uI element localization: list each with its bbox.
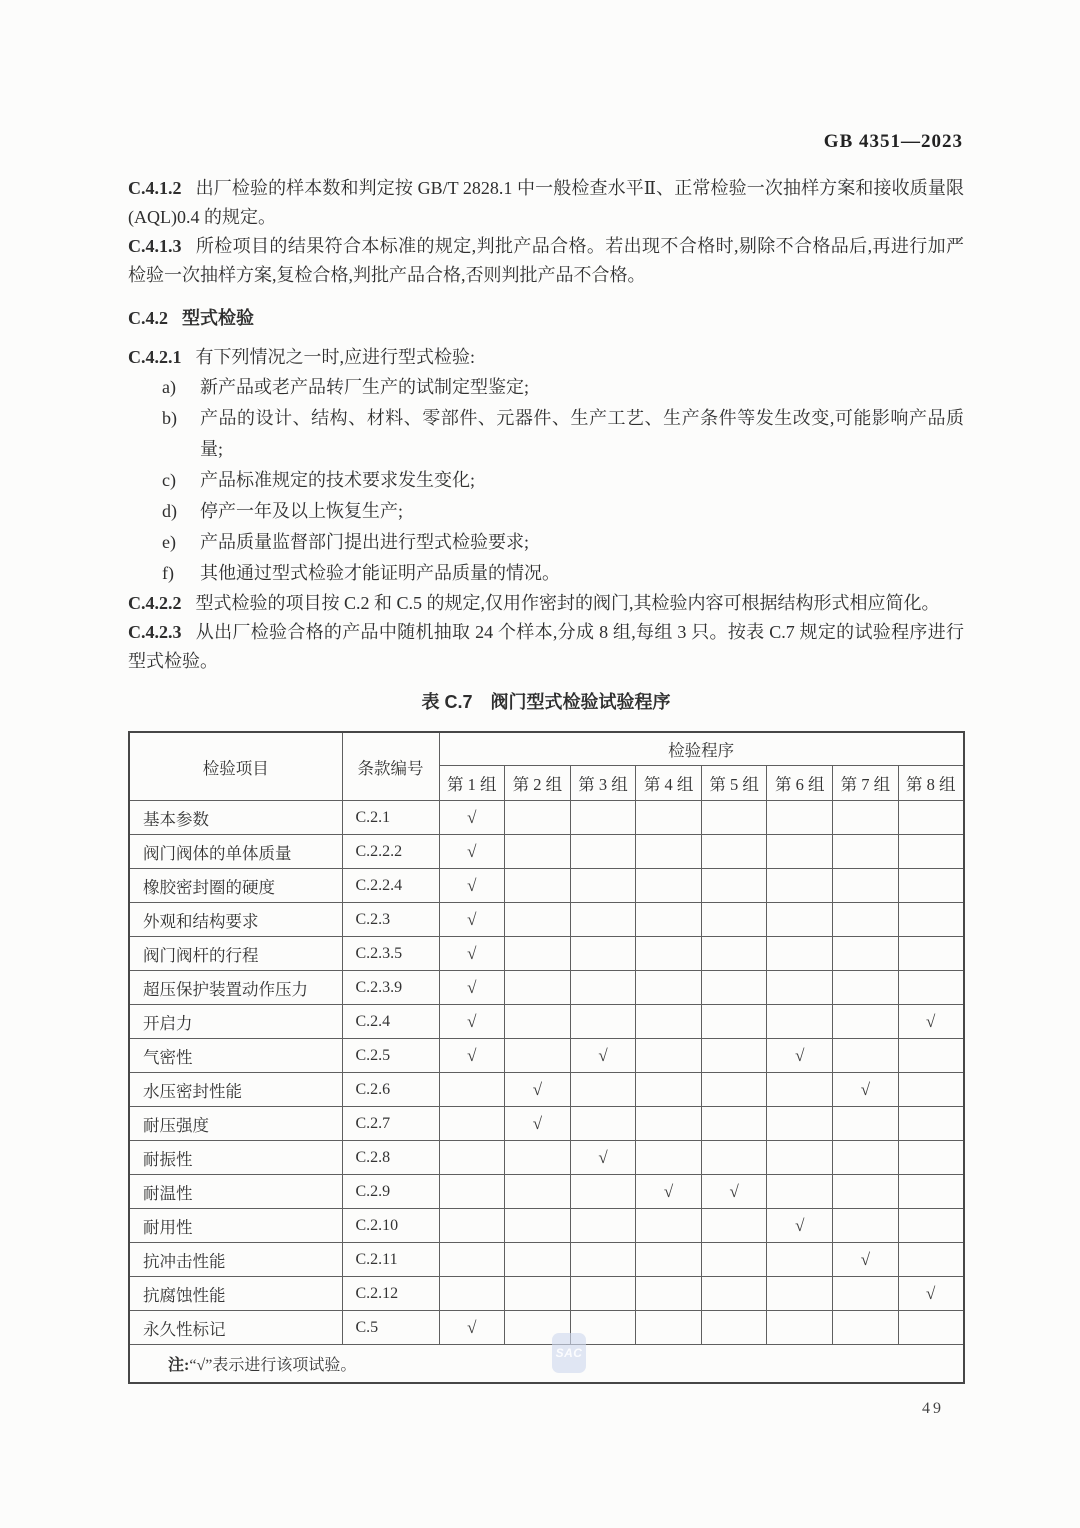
note-text: “√”表示进行该项试验。 (189, 1357, 357, 1374)
clause-number-cell: C.2.11 (342, 1243, 439, 1277)
test-item-cell: 抗冲击性能 (129, 1243, 342, 1277)
empty-cell (833, 971, 899, 1005)
list-item-label: d) (162, 501, 177, 521)
empty-cell (701, 937, 767, 971)
clause-number-cell: C.2.4 (342, 1005, 439, 1039)
list-item-text: 新产品或老产品转厂生产的试制定型鉴定; (200, 377, 529, 397)
table-row (129, 801, 964, 835)
empty-cell (701, 1107, 767, 1141)
table-row (129, 1277, 964, 1311)
empty-cell (636, 1277, 702, 1311)
empty-cell (570, 903, 636, 937)
clause-number: C.4.2.1 (128, 347, 182, 367)
clause-number: C.4.2 (128, 308, 168, 328)
empty-cell (570, 1005, 636, 1039)
empty-cell (636, 937, 702, 971)
clause-c4-1-3 (128, 232, 964, 290)
empty-cell (701, 1005, 767, 1039)
clause-number-cell: C.2.1 (342, 801, 439, 835)
clause-text: 出厂检验的样本数和判定按 GB/T 2828.1 中一般检查水平Ⅱ、正常检验一次抽样方案和接收质量限(AQL)0.4 的规定。 (128, 178, 964, 227)
table-row (129, 1039, 964, 1073)
clause-number-cell: C.2.3 (342, 903, 439, 937)
test-item-cell: 耐振性 (129, 1141, 342, 1175)
empty-cell (767, 971, 833, 1005)
empty-cell (505, 1209, 571, 1243)
empty-cell (767, 1311, 833, 1345)
test-item-cell: 耐压强度 (129, 1107, 342, 1141)
checkmark-cell: √ (439, 869, 505, 903)
checkmark-cell: √ (439, 971, 505, 1005)
table-row (129, 971, 964, 1005)
table-row (129, 835, 964, 869)
empty-cell (767, 1141, 833, 1175)
empty-cell (505, 869, 571, 903)
clause-text: 型式检验的项目按 C.2 和 C.5 的规定,仅用作密封的阀门,其检验内容可根据结构形式相应简化。 (195, 593, 940, 613)
empty-cell (833, 835, 899, 869)
empty-cell (570, 869, 636, 903)
checkmark-cell: √ (439, 1039, 505, 1073)
empty-cell (570, 1107, 636, 1141)
empty-cell (439, 1107, 505, 1141)
empty-cell (898, 1073, 964, 1107)
empty-cell (701, 1039, 767, 1073)
empty-cell (833, 801, 899, 835)
empty-cell (505, 1277, 571, 1311)
clause-number-cell: C.5 (342, 1311, 439, 1345)
test-item-cell: 耐用性 (129, 1209, 342, 1243)
empty-cell (636, 1209, 702, 1243)
table-row (129, 869, 964, 903)
checkmark-cell: √ (570, 1141, 636, 1175)
list-item-label: c) (162, 470, 176, 490)
empty-cell (701, 1277, 767, 1311)
condition-list-item (128, 403, 964, 465)
clause-number-cell: C.2.6 (342, 1073, 439, 1107)
clause-number: C.4.2.3 (128, 622, 182, 642)
empty-cell (439, 1243, 505, 1277)
empty-cell (898, 801, 964, 835)
empty-cell (701, 1073, 767, 1107)
checkmark-cell: √ (767, 1209, 833, 1243)
clause-number-cell: C.2.2.2 (342, 835, 439, 869)
empty-cell (767, 903, 833, 937)
checkmark-cell: √ (636, 1175, 702, 1209)
doc-number: GB 4351—2023 (823, 131, 963, 152)
column-header-clause: 条款编号 (342, 732, 439, 801)
clause-number: C.4.1.2 (128, 178, 182, 198)
empty-cell (439, 1277, 505, 1311)
empty-cell (898, 1141, 964, 1175)
empty-cell (898, 1107, 964, 1141)
condition-list-item (128, 496, 964, 527)
empty-cell (833, 1209, 899, 1243)
table-row (129, 1005, 964, 1039)
clause-number-cell: C.2.5 (342, 1039, 439, 1073)
test-item-cell: 橡胶密封圈的硬度 (129, 869, 342, 903)
empty-cell (570, 1209, 636, 1243)
test-procedure-table (128, 731, 965, 1384)
list-item-text: 停产一年及以上恢复生产; (200, 501, 403, 521)
clause-number-cell: C.2.7 (342, 1107, 439, 1141)
empty-cell (701, 1311, 767, 1345)
empty-cell (833, 1175, 899, 1209)
table-note-row (129, 1345, 964, 1384)
checkmark-cell: √ (767, 1039, 833, 1073)
group-column-header: 第 3 组 (570, 766, 636, 801)
test-item-cell: 永久性标记 (129, 1311, 342, 1345)
empty-cell (898, 1311, 964, 1345)
empty-cell (767, 937, 833, 971)
checkmark-cell: √ (439, 937, 505, 971)
list-item-label: f) (162, 563, 174, 583)
empty-cell (505, 835, 571, 869)
empty-cell (505, 1039, 571, 1073)
condition-list-item (128, 465, 964, 496)
condition-list-item (128, 527, 964, 558)
clause-number-cell: C.2.10 (342, 1209, 439, 1243)
empty-cell (570, 971, 636, 1005)
empty-cell (898, 937, 964, 971)
empty-cell (439, 1073, 505, 1107)
table-row (129, 1243, 964, 1277)
checkmark-cell: √ (833, 1243, 899, 1277)
empty-cell (767, 1277, 833, 1311)
page-number: 49 (922, 1400, 944, 1417)
group-column-header: 第 7 组 (833, 766, 899, 801)
empty-cell (505, 801, 571, 835)
checkmark-cell: √ (439, 903, 505, 937)
empty-cell (570, 1073, 636, 1107)
table-row (129, 1141, 964, 1175)
clause-c4-2-3 (128, 618, 964, 676)
test-item-cell: 气密性 (129, 1039, 342, 1073)
checkmark-cell: √ (898, 1005, 964, 1039)
test-item-cell: 耐温性 (129, 1175, 342, 1209)
list-item-label: b) (162, 408, 177, 428)
empty-cell (439, 1209, 505, 1243)
empty-cell (636, 1073, 702, 1107)
empty-cell (505, 1005, 571, 1039)
section-heading-c4-2 (128, 304, 964, 333)
checkmark-cell: √ (898, 1277, 964, 1311)
clause-c4-2-2 (128, 589, 964, 618)
document-body (128, 174, 964, 1384)
table-row (129, 1209, 964, 1243)
empty-cell (898, 869, 964, 903)
empty-cell (701, 1209, 767, 1243)
clause-text: 所检项目的结果符合本标准的规定,判批产品合格。若出现不合格时,剔除不合格品后,再进行加严检验一次抽样方案,复检合格,判批产品合格,否则判批产品不合格。 (128, 236, 964, 285)
empty-cell (833, 937, 899, 971)
empty-cell (636, 1107, 702, 1141)
group-column-header: 第 4 组 (636, 766, 702, 801)
section-title: 型式检验 (182, 308, 254, 328)
empty-cell (767, 1073, 833, 1107)
empty-cell (767, 1005, 833, 1039)
empty-cell (833, 1141, 899, 1175)
empty-cell (636, 1311, 702, 1345)
table-row (129, 1175, 964, 1209)
empty-cell (636, 1039, 702, 1073)
test-item-cell: 抗腐蚀性能 (129, 1277, 342, 1311)
list-item-label: e) (162, 532, 176, 552)
group-column-header: 第 8 组 (898, 766, 964, 801)
clause-number-cell: C.2.2.4 (342, 869, 439, 903)
test-item-cell: 水压密封性能 (129, 1073, 342, 1107)
empty-cell (898, 903, 964, 937)
empty-cell (439, 1141, 505, 1175)
table-title: 表 C.7 阀门型式检验试验程序 (421, 692, 671, 712)
table-row (129, 1073, 964, 1107)
empty-cell (833, 1039, 899, 1073)
empty-cell (833, 1005, 899, 1039)
empty-cell (636, 801, 702, 835)
empty-cell (701, 1141, 767, 1175)
empty-cell (767, 801, 833, 835)
empty-cell (898, 835, 964, 869)
checkmark-cell: √ (439, 1005, 505, 1039)
empty-cell (505, 1243, 571, 1277)
clause-number: C.4.2.2 (128, 593, 182, 613)
test-item-cell: 开启力 (129, 1005, 342, 1039)
note-prefix: 注: (168, 1357, 190, 1374)
group-column-header: 第 1 组 (439, 766, 505, 801)
empty-cell (701, 903, 767, 937)
clause-c4-2-1 (128, 343, 964, 372)
table-header-row-1 (129, 732, 964, 766)
empty-cell (833, 903, 899, 937)
empty-cell (505, 1141, 571, 1175)
condition-list (128, 372, 964, 589)
clause-number-cell: C.2.3.9 (342, 971, 439, 1005)
empty-cell (701, 801, 767, 835)
empty-cell (701, 971, 767, 1005)
empty-cell (439, 1175, 505, 1209)
empty-cell (898, 1039, 964, 1073)
empty-cell (898, 971, 964, 1005)
column-header-procedure: 检验程序 (439, 732, 964, 766)
table-row (129, 937, 964, 971)
clause-number-cell: C.2.12 (342, 1277, 439, 1311)
empty-cell (636, 835, 702, 869)
test-item-cell: 阀门阀体的单体质量 (129, 835, 342, 869)
empty-cell (570, 1243, 636, 1277)
clause-number-cell: C.2.3.5 (342, 937, 439, 971)
checkmark-cell: √ (570, 1039, 636, 1073)
empty-cell (570, 937, 636, 971)
empty-cell (570, 801, 636, 835)
condition-list-item (128, 372, 964, 403)
list-item-text: 产品的设计、结构、材料、零部件、元器件、生产工艺、生产条件等发生改变,可能影响产品质量; (200, 408, 964, 459)
empty-cell (505, 1175, 571, 1209)
checkmark-cell: √ (439, 835, 505, 869)
table-row (129, 1311, 964, 1345)
list-item-text: 其他通过型式检验才能证明产品质量的情况。 (200, 563, 560, 583)
clause-number-cell: C.2.9 (342, 1175, 439, 1209)
clause-number: C.4.1.3 (128, 236, 182, 256)
clause-c4-1-2 (128, 174, 964, 232)
group-column-header: 第 6 组 (767, 766, 833, 801)
checkmark-cell: √ (439, 801, 505, 835)
empty-cell (701, 1243, 767, 1277)
empty-cell (570, 835, 636, 869)
empty-cell (570, 1277, 636, 1311)
checkmark-cell: √ (439, 1311, 505, 1345)
empty-cell (701, 835, 767, 869)
empty-cell (636, 1005, 702, 1039)
empty-cell (636, 1141, 702, 1175)
empty-cell (636, 971, 702, 1005)
empty-cell (898, 1243, 964, 1277)
list-item-text: 产品质量监督部门提出进行型式检验要求; (200, 532, 529, 552)
test-item-cell: 阀门阀杆的行程 (129, 937, 342, 971)
empty-cell (833, 1311, 899, 1345)
empty-cell (833, 1277, 899, 1311)
empty-cell (767, 1175, 833, 1209)
sac-watermark-logo: SAC (552, 1333, 586, 1373)
empty-cell (767, 1107, 833, 1141)
list-item-label: a) (162, 377, 176, 397)
empty-cell (767, 835, 833, 869)
checkmark-cell: √ (833, 1073, 899, 1107)
empty-cell (833, 869, 899, 903)
table-note (129, 1345, 964, 1384)
empty-cell (898, 1175, 964, 1209)
group-column-header: 第 5 组 (701, 766, 767, 801)
table-row (129, 903, 964, 937)
empty-cell (505, 971, 571, 1005)
test-item-cell: 基本参数 (129, 801, 342, 835)
checkmark-cell: √ (505, 1073, 571, 1107)
clause-number-cell: C.2.8 (342, 1141, 439, 1175)
empty-cell (505, 937, 571, 971)
empty-cell (767, 869, 833, 903)
list-item-text: 产品标准规定的技术要求发生变化; (200, 470, 475, 490)
empty-cell (636, 1243, 702, 1277)
empty-cell (701, 869, 767, 903)
empty-cell (505, 903, 571, 937)
checkmark-cell: √ (701, 1175, 767, 1209)
empty-cell (636, 869, 702, 903)
empty-cell (833, 1107, 899, 1141)
clause-text: 有下列情况之一时,应进行型式检验: (195, 347, 475, 367)
column-header-item: 检验项目 (129, 732, 342, 801)
test-item-cell: 超压保护装置动作压力 (129, 971, 342, 1005)
empty-cell (636, 903, 702, 937)
group-column-header: 第 2 组 (505, 766, 571, 801)
checkmark-cell: √ (505, 1107, 571, 1141)
empty-cell (767, 1243, 833, 1277)
empty-cell (898, 1209, 964, 1243)
condition-list-item (128, 558, 964, 589)
test-item-cell: 外观和结构要求 (129, 903, 342, 937)
empty-cell (570, 1175, 636, 1209)
table-row (129, 1107, 964, 1141)
clause-text: 从出厂检验合格的产品中随机抽取 24 个样本,分成 8 组,每组 3 只。按表 C.7 规定的试验程序进行型式检验。 (128, 622, 964, 671)
